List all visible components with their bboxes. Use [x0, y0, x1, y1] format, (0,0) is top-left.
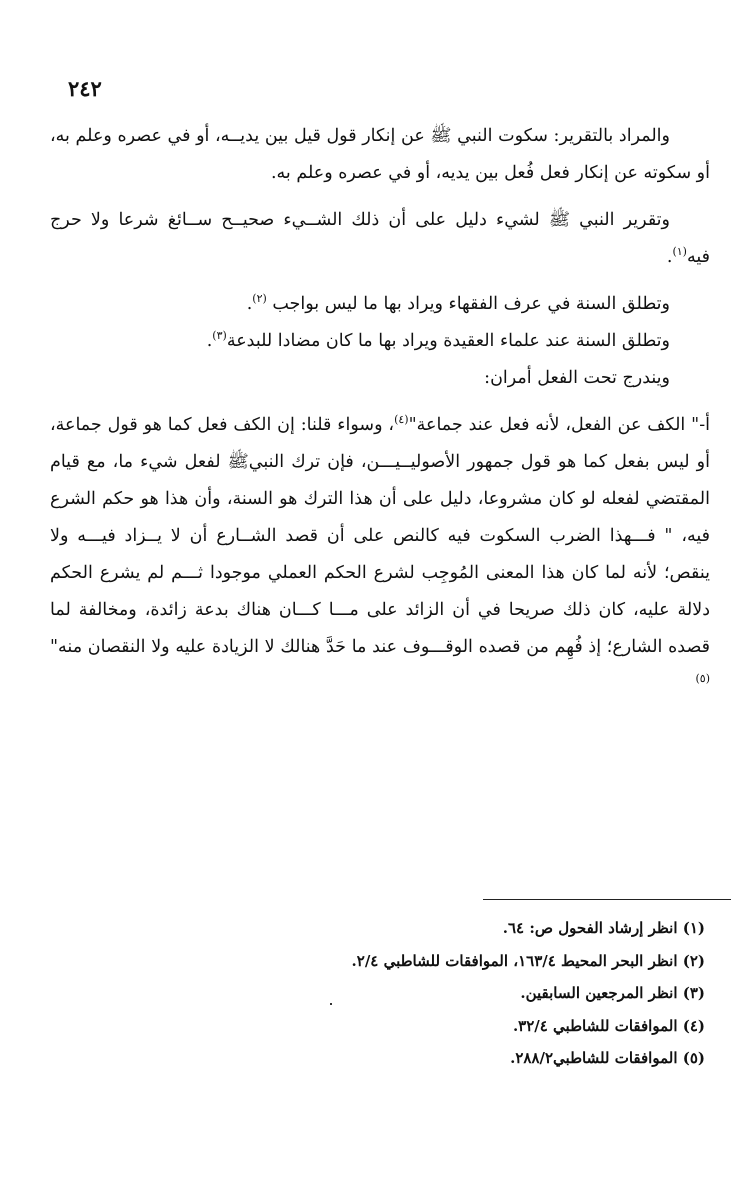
- paragraph-text: وتقرير النبي ﷺ لشيء دليل على أن ذلك الشــيء صحيــح ســائغ شرعا ولا حرج فيه: [50, 210, 710, 267]
- paragraph-text: ، وسواء قلنا: إن الكف فعل كما هو قول جماعة، أو ليس بفعل كما هو قول جمهور الأصوليــيـــن، فإن ترك النبيﷺ لفعل شيء ما، مع قيام المقتضي لفعله لو كان مشروعا، دليل على أن هذا الترك هو السنة، وأن هذا هو حكم الشرع فيه، " فـــهذا الضرب السكوت فيه كالنص على أن قصد الشــارع أن لا يــزاد فيـــه ولا ينقص؛ لأنه لما كان هذا المعنى المُوجِب لشرع الحكم العملي موجودا ثـــم لم يشرع الحكم دلالة عليه، كان ذلك صريحا في أن الزائد على مـــا كـــان هناك بدعة زائدة، ومخالفة لما قصده الشارع؛ إذ فُهِم من قصده الوقـــوف عند ما حَدَّ هنالك لا الزيادة عليه ولا النقصان منه": [50, 415, 710, 657]
- paragraph-end: .: [246, 294, 253, 314]
- paragraph-end: .: [666, 247, 673, 267]
- paragraph-refraining: [50, 407, 710, 703]
- footnote-ref-3[interactable]: (٣): [212, 329, 227, 343]
- footnote-ref-2[interactable]: (٢): [252, 292, 267, 306]
- paragraph-taqrir-evidence: [50, 202, 710, 276]
- paragraph-taqrir-definition: والمراد بالتقرير: سكوت النبي ﷺ عن إنكار قول قيل بين يديــه، أو في عصره وعلم به، أو سكوته عن إنكار فعل فُعل بين يديه، أو في عصره وعلم به.: [50, 126, 710, 183]
- paragraph-end: .: [206, 331, 213, 351]
- footnote-3: (٣) انظر المرجعين السابقين.: [520, 984, 705, 1002]
- footnote-divider: [483, 899, 731, 900]
- paragraph-aqeedah: [50, 323, 710, 360]
- paragraph-text: أ-" الكف عن الفعل، لأنه فعل عند جماعة": [408, 415, 710, 435]
- footnote-ref-4[interactable]: (٤): [394, 413, 409, 427]
- footnote-2: (٢) انظر البحر المحيط ١٦٣/٤، الموافقات للشاطبي ٢/٤.: [351, 951, 705, 970]
- footnotes: [105, 912, 705, 1075]
- main-text: [50, 118, 710, 703]
- paragraph-two-matters: ويندرج تحت الفعل أمران:: [484, 368, 670, 388]
- footnote-4: (٤) الموافقات للشاطبي ٣٢/٤.: [512, 1016, 705, 1035]
- footnote-ref-5[interactable]: (٥): [695, 672, 710, 686]
- scan-speck: [330, 1003, 332, 1005]
- paragraph-text: وتطلق السنة عند علماء العقيدة ويراد بها ما كان مضادا للبدعة: [226, 331, 670, 351]
- paragraph-fuqaha: [50, 286, 710, 323]
- paragraph-text: وتطلق السنة في عرف الفقهاء ويراد بها ما ليس بواجب: [266, 294, 670, 314]
- footnote-ref-1[interactable]: (١): [672, 245, 687, 259]
- page-number: ٢٤٢: [68, 76, 102, 101]
- footnote-1: (١) انظر إرشاد الفحول ص: ٦٤.: [502, 919, 705, 937]
- footnote-5: (٥) الموافقات للشاطبي٢٨٨/٢.: [510, 1049, 705, 1067]
